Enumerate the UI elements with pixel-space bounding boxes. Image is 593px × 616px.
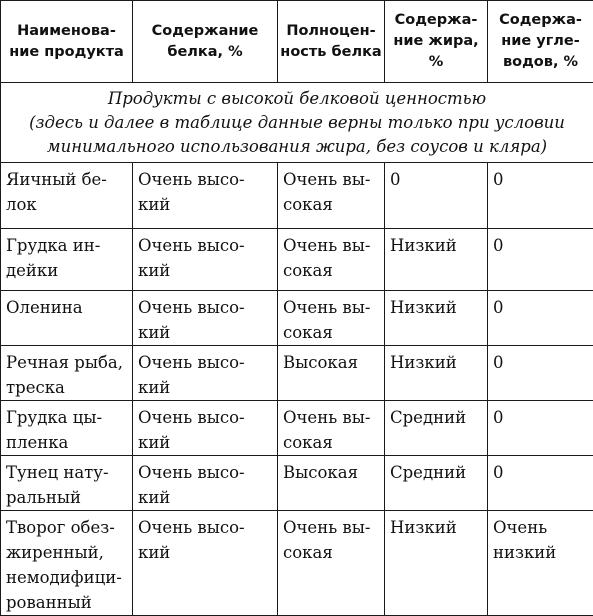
cell-product: Яичный бе- лок — [1, 163, 133, 229]
cell-protein: Очень высо- кий — [133, 163, 278, 229]
cell-carbs: Очень низкий — [488, 511, 593, 616]
cell-product: Грудка ин- дейки — [1, 229, 133, 291]
table-row — [1, 291, 593, 346]
header-protein: Содержание белка, % — [133, 1, 278, 83]
cell-completeness: Очень вы- сокая — [278, 291, 385, 346]
cell-fat: Средний — [385, 456, 488, 511]
header-fat: Содержа- ние жира, % — [385, 1, 488, 83]
cell-protein: Очень высо- кий — [133, 456, 278, 511]
cell-completeness: Очень вы- сокая — [278, 229, 385, 291]
table-row — [1, 229, 593, 291]
cell-fat: Низкий — [385, 291, 488, 346]
table-row — [1, 401, 593, 456]
cell-completeness: Очень вы- сокая — [278, 401, 385, 456]
cell-carbs: 0 — [488, 291, 593, 346]
table-row — [1, 456, 593, 511]
cell-carbs: 0 — [488, 346, 593, 401]
cell-protein: Очень высо- кий — [133, 401, 278, 456]
cell-product: Грудка цы- пленка — [1, 401, 133, 456]
table-row — [1, 163, 593, 229]
section-title: Продукты с высокой белковой ценностью (здесь и далее в таблице данные верны только при условии минимального использования жира, без соусов и кляра) — [1, 83, 593, 163]
cell-fat: Низкий — [385, 346, 488, 401]
cell-fat: Средний — [385, 401, 488, 456]
cell-fat: Низкий — [385, 229, 488, 291]
header-product: Наименова- ние продукта — [1, 1, 133, 83]
cell-completeness: Очень вы- сокая — [278, 511, 385, 616]
cell-carbs: 0 — [488, 456, 593, 511]
cell-protein: Очень высо- кий — [133, 291, 278, 346]
header-carbs: Содержа- ние угле- водов, % — [488, 1, 593, 83]
header-row — [1, 1, 593, 83]
cell-fat: 0 — [385, 163, 488, 229]
cell-carbs: 0 — [488, 401, 593, 456]
cell-protein: Очень высо- кий — [133, 346, 278, 401]
section-row — [1, 83, 593, 163]
header-completeness: Полноцен- ность белка — [278, 1, 385, 83]
cell-protein: Очень высо- кий — [133, 229, 278, 291]
cell-carbs: 0 — [488, 229, 593, 291]
cell-completeness: Очень вы- сокая — [278, 163, 385, 229]
cell-product: Творог обез- жиренный, немодифици- рованный — [1, 511, 133, 616]
table-row — [1, 511, 593, 616]
cell-product: Оленина — [1, 291, 133, 346]
cell-completeness: Высокая — [278, 346, 385, 401]
cell-fat: Низкий — [385, 511, 488, 616]
cell-protein: Очень высо- кий — [133, 511, 278, 616]
cell-product: Тунец нату- ральный — [1, 456, 133, 511]
cell-product: Речная рыба, треска — [1, 346, 133, 401]
cell-carbs: 0 — [488, 163, 593, 229]
cell-completeness: Высокая — [278, 456, 385, 511]
table-row — [1, 346, 593, 401]
